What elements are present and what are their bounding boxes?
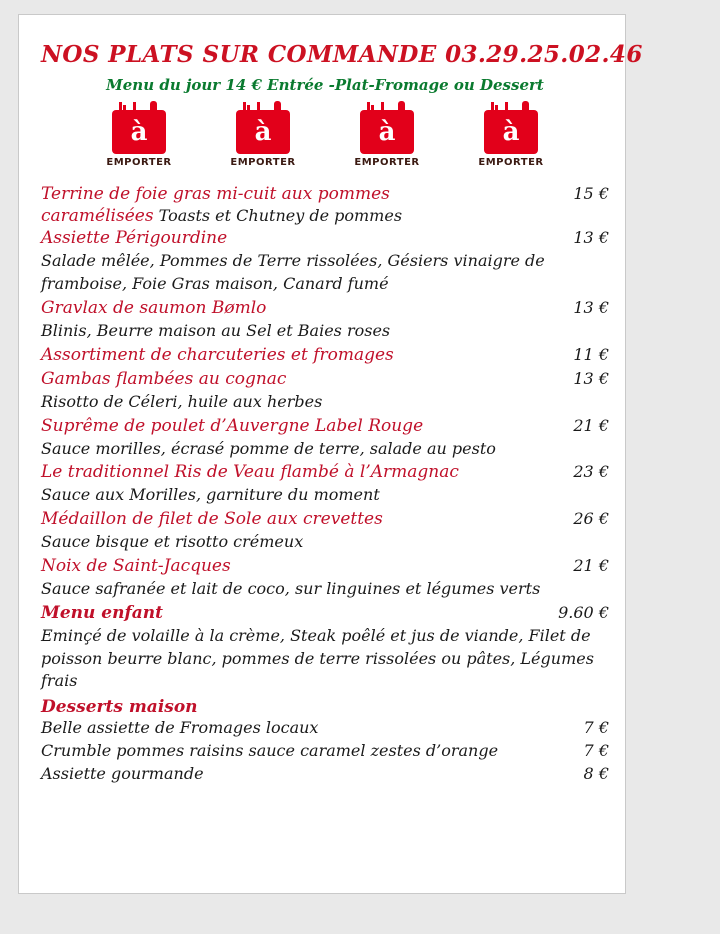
dessert-price: 7 €: [583, 718, 609, 738]
dessert-name: Crumble pommes raisins sauce caramel zestes d’orange: [41, 740, 499, 760]
dish-name: Assortiment de charcuteries et fromages: [41, 344, 394, 365]
logo-letter: à: [378, 117, 396, 147]
dish-price: 9.60 €: [558, 602, 609, 622]
takeaway-logo: [228, 110, 298, 168]
menu-list: [41, 182, 609, 785]
dessert-name: Assiette gourmande: [41, 763, 204, 783]
dish-name-continuation: caramélisées: [41, 206, 154, 227]
menu-content: [19, 15, 643, 795]
logo-letter: à: [130, 117, 148, 147]
desserts-heading: Desserts maison: [41, 697, 198, 718]
dish-description: Blinis, Beurre maison au Sel et Baies roses: [41, 320, 391, 340]
menu-page: [18, 14, 643, 894]
dish-price: 26 €: [573, 509, 609, 529]
menu-item: [41, 367, 609, 391]
dish-name: Noix de Saint-Jacques: [41, 556, 231, 577]
menu-item: [41, 343, 609, 367]
logo-label: EMPORTER: [354, 157, 420, 168]
logo-label: EMPORTER: [230, 157, 296, 168]
dish-price: 13 €: [573, 297, 609, 317]
takeaway-logo: [476, 110, 546, 168]
menu-item: [41, 296, 609, 320]
dish-description: Eminçé de volaille à la crème, Steak poêlé et jus de viande, Filet de poisson beurre blanc, pommes de terre rissolées ou pâtes, Légumes frais: [41, 626, 594, 691]
dish-description-text: Toasts et Chutney de pommes: [153, 206, 403, 226]
menu-item: [41, 182, 609, 206]
page-title: NOS PLATS SUR COMMANDE 03.29.25.02.46: [41, 41, 643, 68]
dish-name: Le traditionnel Ris de Veau flambé à l’Armagnac: [41, 462, 459, 483]
dish-description: Sauce morilles, écrasé pomme de terre, salade au pesto: [41, 438, 496, 458]
a-emporter-icon: [360, 110, 414, 154]
dish-price: 13 €: [573, 228, 609, 248]
menu-item: [41, 554, 609, 578]
dish-price: 21 €: [573, 556, 609, 576]
dish-description: Sauce bisque et risotto crémeux: [41, 532, 304, 552]
page-subtitle: Menu du jour 14 € Entrée -Plat-Fromage ou Dessert: [106, 76, 544, 94]
a-emporter-icon: [484, 110, 538, 154]
dish-price: 21 €: [573, 415, 609, 435]
dish-description: Sauce safranée et lait de coco, sur linguines et légumes verts: [41, 579, 541, 599]
dish-name: Médaillon de filet de Sole aux crevettes: [41, 509, 383, 530]
dish-name: Menu enfant: [41, 602, 163, 623]
menu-item: [41, 414, 609, 438]
takeaway-logo-row: [41, 110, 609, 168]
menu-item: [41, 226, 609, 250]
a-emporter-icon: [236, 110, 290, 154]
dish-description: Risotto de Céleri, huile aux herbes: [41, 391, 323, 411]
dish-name: Assiette Périgourdine: [41, 228, 228, 249]
dish-description: Sauce aux Morilles, garniture du moment: [41, 485, 380, 505]
dessert-item: [41, 717, 609, 740]
logo-letter: à: [254, 117, 272, 147]
a-emporter-icon: [112, 110, 166, 154]
dish-price: 23 €: [573, 462, 609, 482]
dish-name: Terrine de foie gras mi-cuit aux pommes: [41, 184, 390, 204]
logo-letter: à: [502, 117, 520, 147]
dish-price: 15 €: [573, 184, 609, 203]
dessert-item: [41, 763, 609, 786]
dessert-price: 7 €: [583, 740, 609, 760]
dish-description: Salade mêlée, Pommes de Terre rissolées, Gésiers vinaigre de framboise, Foie Gras maison, Canard fumé: [41, 251, 545, 293]
dish-price: 13 €: [573, 368, 609, 388]
dish-name: Suprême de poulet d’Auvergne Label Rouge: [41, 415, 424, 436]
dish-price: 11 €: [573, 344, 609, 364]
logo-label: EMPORTER: [478, 157, 544, 168]
dish-name: Gravlax de saumon Bømlo: [41, 297, 267, 318]
takeaway-logo: [352, 110, 422, 168]
dish-name: Gambas flambées au cognac: [41, 368, 287, 389]
logo-label: EMPORTER: [106, 157, 172, 168]
menu-item: [41, 460, 609, 484]
dessert-item: [41, 740, 609, 763]
dessert-name: Belle assiette de Fromages locaux: [41, 718, 319, 738]
dessert-price: 8 €: [583, 763, 609, 783]
menu-item-children: [41, 601, 609, 625]
dish-description: [41, 206, 609, 226]
menu-item: [41, 507, 609, 531]
takeaway-logo: [104, 110, 174, 168]
